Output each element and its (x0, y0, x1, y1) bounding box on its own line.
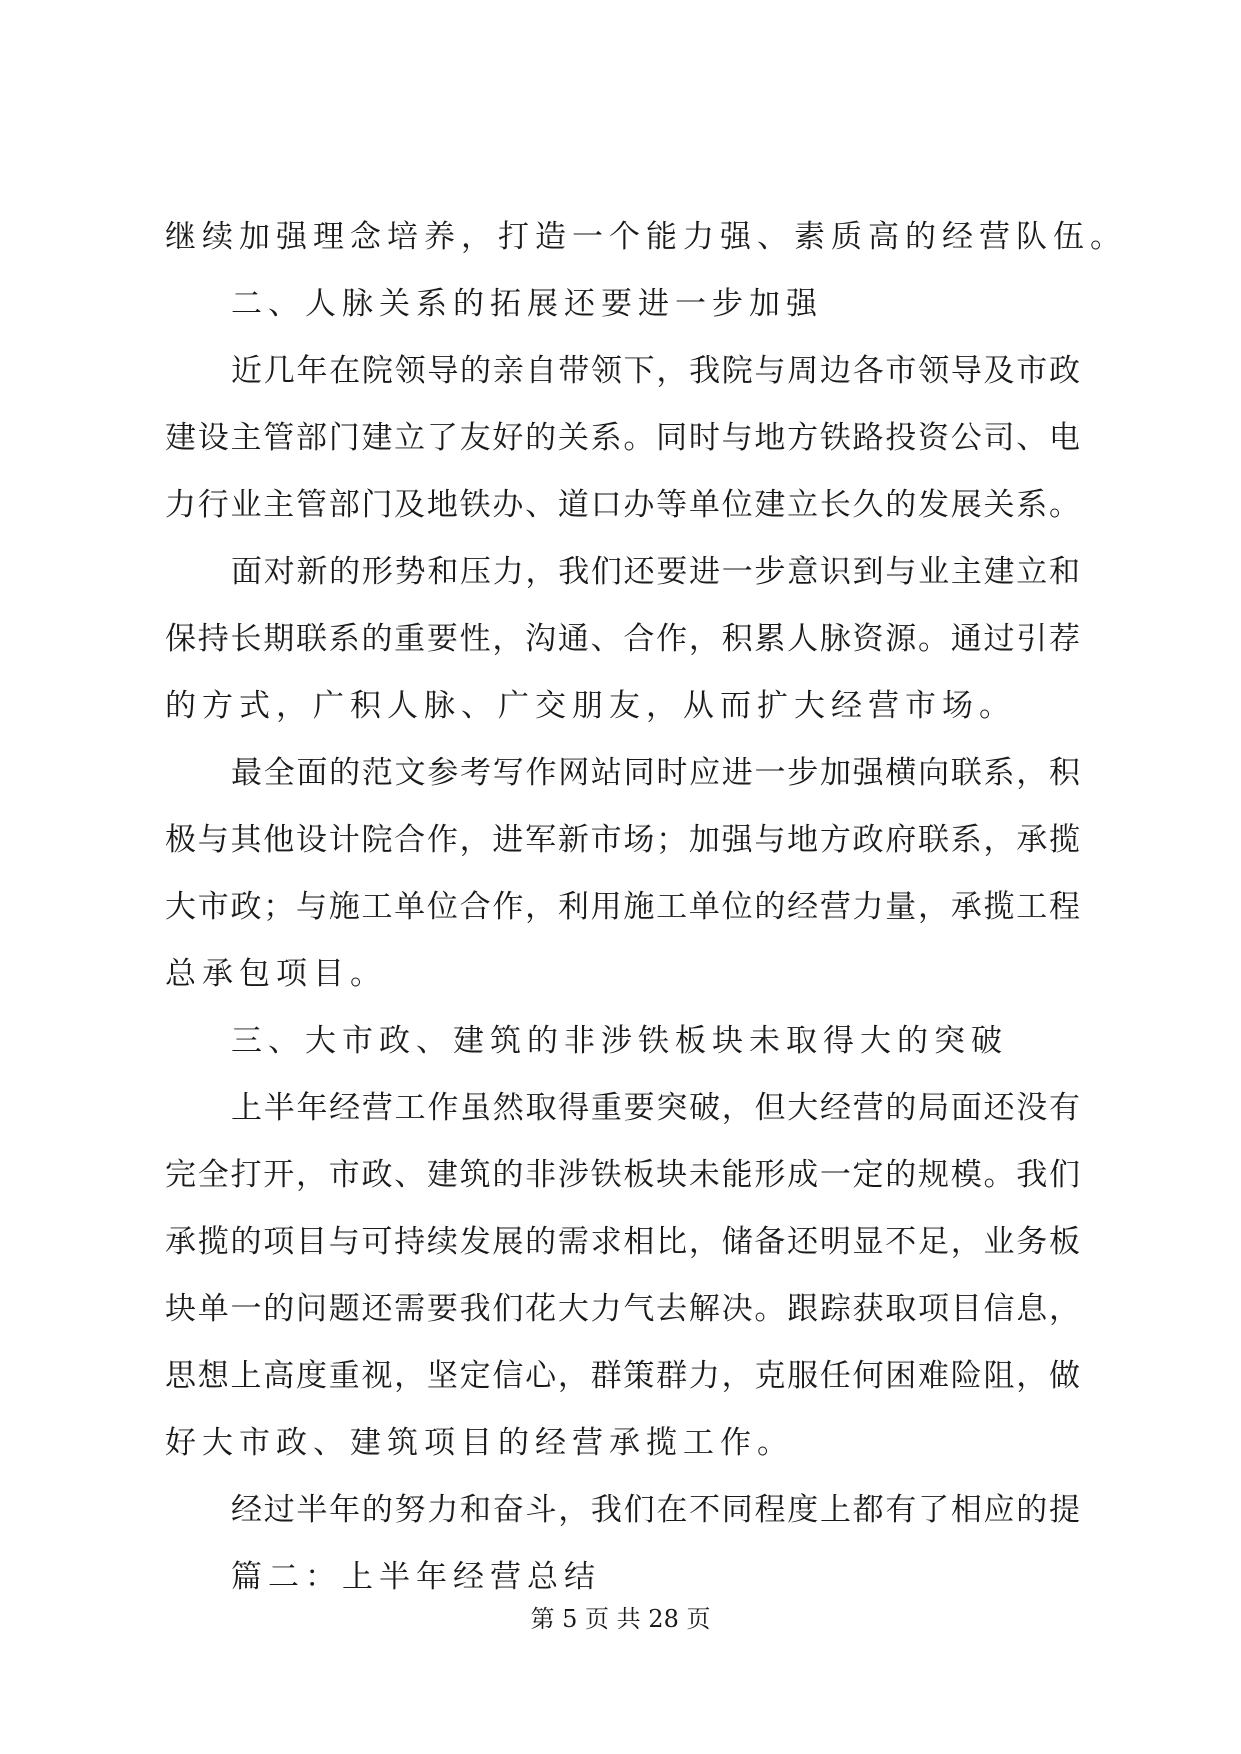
section-heading: 篇二：上半年经营总结 (231, 1559, 601, 1595)
text-line: 保持长期联系的重要性，沟通、合作，积累人脉资源。通过引荐 (165, 621, 1080, 657)
page-number-footer: 第 5 页 共 28 页 (530, 1605, 711, 1633)
section-heading: 三、大市政、建筑的非涉铁板块未取得大的突破 (231, 1023, 1008, 1059)
text-line: 块单一的问题还需要我们花大力气去解决。跟踪获取项目信息， (165, 1291, 1080, 1327)
text-line: 建设主管部门建立了友好的关系。同时与地方铁路投资公司、电 (165, 420, 1080, 456)
text-line: 最全面的范文参考写作网站同时应进一步加强横向联系，积 (231, 755, 1080, 791)
text-line: 经过半年的努力和奋斗，我们在不同程度上都有了相应的提 (231, 1492, 1080, 1528)
text-line: 极与其他设计院合作，进军新市场；加强与地方政府联系，承揽 (165, 822, 1080, 858)
text-line: 近几年在院领导的亲自带领下，我院与周边各市领导及市政 (231, 353, 1080, 389)
document-body (165, 204, 1127, 1611)
text-line: 的方式，广积人脉、广交朋友，从而扩大经营市场。 (165, 688, 1016, 724)
text-line: 面对新的形势和压力，我们还要进一步意识到与业主建立和 (231, 554, 1080, 590)
text-line: 总承包项目。 (165, 956, 387, 992)
section-heading: 二、人脉关系的拓展还要进一步加强 (231, 286, 823, 322)
text-line: 力行业主管部门及地铁办、道口办等单位建立长久的发展关系。 (165, 487, 1080, 523)
text-line: 上半年经营工作虽然取得重要突破，但大经营的局面还没有 (231, 1090, 1080, 1126)
text-line: 完全打开，市政、建筑的非涉铁板块未能形成一定的规模。我们 (165, 1157, 1080, 1193)
text-line: 继续加强理念培养，打造一个能力强、素质高的经营队伍。 (165, 219, 1127, 255)
text-line: 思想上高度重视，坚定信心，群策群力，克服任何困难险阻，做 (165, 1358, 1080, 1394)
text-line: 承揽的项目与可持续发展的需求相比，储备还明显不足，业务板 (165, 1224, 1080, 1260)
text-line: 好大市政、建筑项目的经营承揽工作。 (165, 1425, 794, 1461)
text-line: 大市政；与施工单位合作，利用施工单位的经营力量，承揽工程 (165, 889, 1080, 925)
